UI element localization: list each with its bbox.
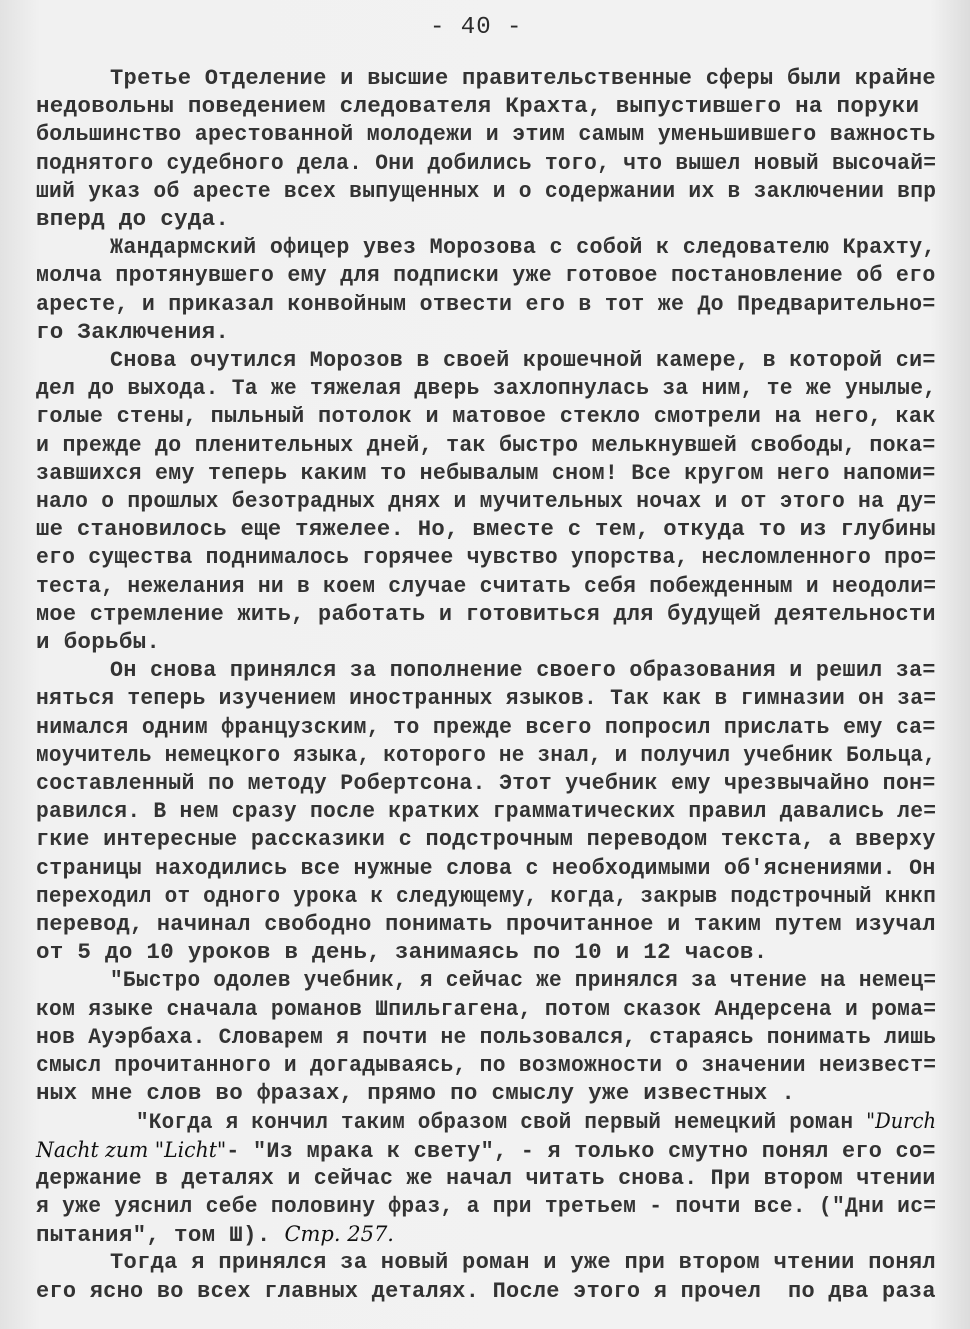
typed-text: теста, нежелания ни в коем случае считать себя побежденным и неодоли=	[36, 572, 937, 599]
text-line	[36, 177, 936, 205]
text-line	[36, 487, 936, 515]
handwritten-annotation: Стр. 257.	[284, 1222, 394, 1247]
typed-text: Снова очутился Морозов в своей крошечной камере, в которой си=	[110, 347, 936, 373]
typed-text: Тогда я принялся за новый роман и уже при втором чтении понял	[110, 1249, 936, 1276]
text-line	[36, 1051, 936, 1079]
typed-text: от 5 до 10 уроков в день, занимаясь по 10 и 12 часов.	[36, 939, 768, 966]
typed-text: нимался одним французским, то прежде всего попросил прислать ему са=	[36, 713, 936, 740]
text-line	[36, 205, 229, 233]
typed-text: дел до выхода. Та же тяжелая дверь захлопнулась за ним, те же унылые,	[36, 375, 937, 402]
text-line	[110, 1248, 936, 1276]
text-line	[36, 290, 936, 318]
text-line	[36, 1220, 394, 1249]
typed-text: составленный по методу Робертсона. Этот учебник ему чрезвычайно пон=	[36, 770, 936, 796]
text-line	[36, 995, 936, 1023]
text-line	[36, 543, 936, 571]
typed-text: мое стремление жить, работать и готовиться для будущей деятельности	[36, 600, 936, 627]
typed-text: перевод, начинал свободно понимать прочитанное и таким путем изучал	[36, 911, 936, 937]
typed-text: его существа поднималось горячее чувство упорства, несломленного про=	[36, 544, 937, 571]
text-line	[36, 1136, 936, 1165]
text-line	[36, 938, 768, 966]
text-line	[36, 741, 936, 769]
typed-text: держание в деталях и сейчас же начал читать снова. При втором чтении	[36, 1164, 936, 1191]
typed-text: страницы находились все нужные слова с необходимыми об'яснениями. Он	[36, 854, 936, 881]
text-line	[36, 1023, 936, 1051]
text-line	[36, 261, 936, 289]
typed-text: нало о прошлых безотрадных днях и мучительных ночах и от этого на ду=	[36, 488, 937, 514]
text-line	[36, 1079, 795, 1107]
typed-text: Он снова принялся за пополнение своего образования и решил за=	[110, 657, 936, 684]
text-line	[110, 233, 936, 261]
text-line	[136, 1107, 936, 1136]
typed-text: Жандармский офицер увез Морозова с собой к следователю Крахту,	[110, 234, 936, 261]
handwritten-annotation: "Durch	[866, 1109, 937, 1134]
text-line	[36, 92, 919, 120]
typed-text: и прежде до пленительных дней, так быстро мелькнувшей свободы, пока=	[36, 431, 936, 458]
typed-text: - "Из мрака к свету", - я только смутно понял его со=	[226, 1137, 936, 1164]
text-line	[36, 374, 936, 402]
text-line	[110, 64, 936, 92]
text-line	[36, 684, 936, 712]
typed-text: смысл прочитанного и догадываясь, по возможности о значении неизвест=	[36, 1052, 937, 1078]
typed-text: равился. В нем сразу после кратких грамматических правил давались ле=	[36, 798, 937, 825]
text-line	[36, 318, 229, 346]
typed-text: гкие интересные рассказики с подстрочным переводом текста, а вверху	[36, 826, 936, 853]
typed-text: "Когда я кончил таким образом свой первый немецкий роман	[136, 1109, 867, 1136]
typed-text: го Заключения.	[36, 318, 230, 345]
typed-text: ше становилось еще тяжелее. Но, вместе с тем, откуда то из глубины	[36, 516, 936, 543]
text-line	[36, 825, 936, 853]
typed-text: ком языке сначала романов Шпильгагена, потом сказок Андерсена и рома=	[36, 995, 937, 1022]
text-line	[36, 910, 936, 938]
typed-text: завшихся ему теперь каким то небывалым сном! Все кругом него напоми=	[36, 459, 936, 486]
text-line	[36, 459, 936, 487]
handwritten-annotation: Nacht zum "Licht"	[36, 1137, 227, 1162]
typed-text: Третье Отделение и высшие правительственные сферы были крайне	[110, 65, 936, 91]
text-line	[36, 1277, 936, 1305]
typed-text: и борьбы.	[36, 629, 161, 655]
text-line	[36, 600, 936, 628]
text-line	[36, 769, 936, 797]
typed-text: его ясно во всех главных деталях. После этого я прочел по два раза	[36, 1277, 936, 1304]
text-line	[36, 149, 936, 177]
typed-text: переходил от одного урока к следующему, когда, закрыв подстрочный кнкп	[36, 882, 937, 909]
text-line	[36, 713, 936, 741]
text-line	[36, 515, 936, 543]
text-line	[36, 797, 936, 825]
typed-text: вперд до суда.	[36, 206, 230, 232]
text-line	[36, 1164, 936, 1192]
typed-text: аресте, и приказал конвойным отвести его в тот же До Предварительно=	[36, 290, 936, 317]
typed-text: пытания", том Ш).	[36, 1222, 285, 1249]
typed-text: ных мне слов во фразах, прямо по смыслу уже известных .	[36, 1080, 796, 1107]
typed-text: недовольны поведением следователя Крахта, выпустившего на поруки	[36, 93, 920, 120]
text-line	[110, 346, 936, 374]
text-line	[36, 1192, 936, 1220]
typed-text: няться теперь изучением иностранных языков. Так как в гимназии он за=	[36, 685, 937, 712]
text-line	[110, 656, 936, 684]
typed-text: ший указ об аресте всех выпущенных и о содержании их в заключении впр	[36, 177, 937, 204]
text-line	[36, 854, 936, 882]
text-line	[36, 431, 936, 459]
typed-text: "Быстро одолев учебник, я сейчас же принялся за чтение на немец=	[110, 967, 937, 994]
typed-text: молча протянувшего ему для подписки уже готовое постановление об его	[36, 262, 936, 289]
text-line	[36, 882, 936, 910]
typed-text: голые стены, пыльный потолок и матовое стекло смотрели на него, как	[36, 403, 936, 430]
text-line	[36, 120, 936, 148]
text-line	[36, 572, 936, 600]
typed-text: я уже уяснил себе половину фраз, а при третьем - почти все. ("Дни ис=	[36, 1193, 937, 1219]
page-number: - 40 -	[430, 14, 523, 41]
text-line	[110, 966, 936, 994]
typed-text: моучитель немецкого языка, которого не знал, и получил учебник Больца,	[36, 741, 937, 768]
typed-text: большинство арестованной молодежи и этим самым уменьшившего важность	[36, 121, 936, 148]
typed-text: нов Ауэрбаха. Словарем я почти не пользовался, стараясь понимать лишь	[36, 1023, 937, 1050]
typed-text: поднятого судебного дела. Они добились того, что вышел новый высочай=	[36, 149, 937, 176]
text-line	[36, 628, 160, 656]
text-line	[36, 402, 936, 430]
